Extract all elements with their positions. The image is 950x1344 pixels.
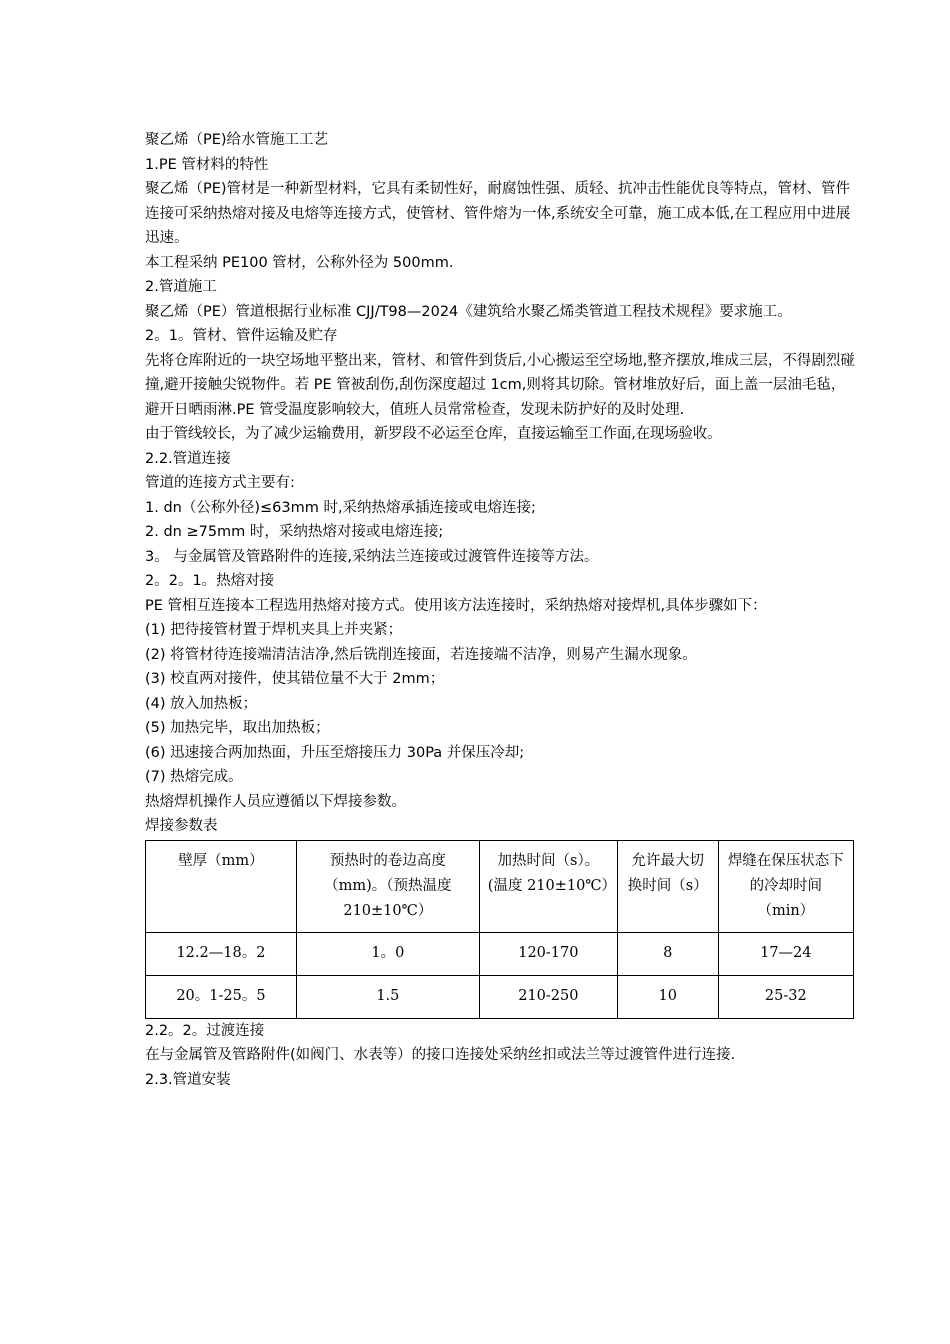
section-1-paragraph: 聚乙烯（PE)管材是一种新型材料，它具有柔韧性好，耐腐蚀性强、质轻、抗冲击性能优良等特点，管材、管件连接可采纳热熔对接及电熔等连接方式，使管材、管件熔为一体,系统安全可靠，施工成本低,在工程应用中进展迅速。	[145, 181, 851, 246]
step-item: (6) 迅速接合两加热面，升压至熔接压力 30Pa 并保压冷却;	[145, 744, 525, 761]
section-2-2-2-paragraph: 在与金属管及管路附件(如阀门、水表等）的接口连接处采纳丝扣或法兰等过渡管件进行连接.	[145, 1047, 736, 1063]
table-header-cell: 焊缝在保压状态下的冷却时间（min）	[718, 840, 853, 932]
table-cell: 210-250	[479, 975, 617, 1018]
section-2-3-heading: 2.3.管道安装	[145, 1071, 231, 1088]
section-1-heading: 1.PE 管材料的特性	[145, 156, 269, 173]
section-2-1-heading: 2。1。管材、管件运输及贮存	[145, 328, 338, 344]
table-cell: 10	[617, 975, 718, 1018]
step-item: (7) 热熔完成。	[145, 769, 243, 785]
step-item: (5) 加热完毕，取出加热板；	[145, 720, 330, 736]
table-cell: 12.2—18。2	[146, 932, 297, 975]
step-item: (2) 将管材待连接端清洁洁净,然后铣削连接面，若连接端不洁净，则易产生漏水现象。	[145, 646, 697, 663]
table-header-row	[146, 840, 854, 932]
list-item: 2. dn ≥75mm 时，采纳热熔对接或电熔连接;	[145, 524, 444, 540]
table-cell: 17—24	[718, 932, 853, 975]
table-header-cell: 壁厚（mm）	[146, 840, 297, 932]
table-header-cell: 允许最大切换时间（s）	[617, 840, 718, 932]
table-row	[146, 932, 854, 975]
table-cell: 20。1-25。5	[146, 975, 297, 1018]
step-item: (3) 校直两对接件，使其错位量不大于 2mm；	[145, 671, 445, 687]
section-2-1-paragraph: 先将仓库附近的一块空场地平整出来，管材、和管件到货后,小心搬运至空场地,整齐摆放,堆成三层，不得剧烈碰撞,避开接触尖锐物件。若 PE 管被刮伤,刮伤深度超过 1cm,则将其切除。管材堆放好后，面上盖一层油毛毡，避开日晒雨淋.PE 管受温度影响较大，值班人员常常检查，发现未防护好的及时处理.	[145, 352, 855, 418]
table-caption: 焊接参数表	[145, 818, 218, 834]
table-header-cell: 预热时的卷边高度（mm)。（预热温度 210±10℃）	[296, 840, 479, 932]
table-row	[146, 975, 854, 1018]
section-2-heading: 2.管道施工	[145, 279, 217, 295]
section-2-1-paragraph-2: 由于管线较长，为了减少运输费用，新罗段不必运至仓库，直接运输至工作面,在现场验收。	[145, 426, 722, 442]
list-item: 1. dn（公称外径)≤63mm 时,采纳热熔承插连接或电熔连接;	[145, 499, 536, 516]
section-2-2-1-paragraph-2: 热熔焊机操作人员应遵循以下焊接参数。	[145, 793, 406, 810]
section-2-2-1-paragraph: PE 管相互连接本工程选用热熔对接方式。使用该方法连接时，采纳热熔对接焊机,具体步骤如下：	[145, 597, 767, 614]
table-cell: 8	[617, 932, 718, 975]
table-header-cell: 加热时间（s）。(温度 210±10℃）	[479, 840, 617, 932]
document-title: 聚乙烯（PE)给水管施工工艺	[145, 132, 329, 148]
document-page	[145, 128, 857, 1092]
step-item: (4) 放入加热板；	[145, 695, 258, 712]
section-2-2-1-heading: 2。2。1。热熔对接	[145, 573, 275, 589]
table-cell: 1.5	[296, 975, 479, 1018]
section-2-2-intro: 管道的连接方式主要有:	[145, 475, 295, 491]
section-2-2-heading: 2.2.管道连接	[145, 450, 231, 467]
list-item: 3。 与金属管及管路附件的连接,采纳法兰连接或过渡管件连接等方法。	[145, 548, 599, 565]
table-cell: 1。0	[296, 932, 479, 975]
table-cell: 120-170	[479, 932, 617, 975]
table-cell: 25-32	[718, 975, 853, 1018]
section-2-paragraph: 聚乙烯（PE）管道根据行业标准 CJJ/T98—2024《建筑给水聚乙烯类管道工程技术规程》要求施工。	[145, 303, 792, 320]
section-2-2-2-heading: 2.2。2。过渡连接	[145, 1022, 265, 1039]
step-item: (1) 把待接管材置于焊机夹具上并夹紧；	[145, 622, 403, 638]
section-1-paragraph-2: 本工程采纳 PE100 管材，公称外径为 500mm.	[145, 254, 454, 271]
welding-parameter-table	[145, 840, 854, 1019]
